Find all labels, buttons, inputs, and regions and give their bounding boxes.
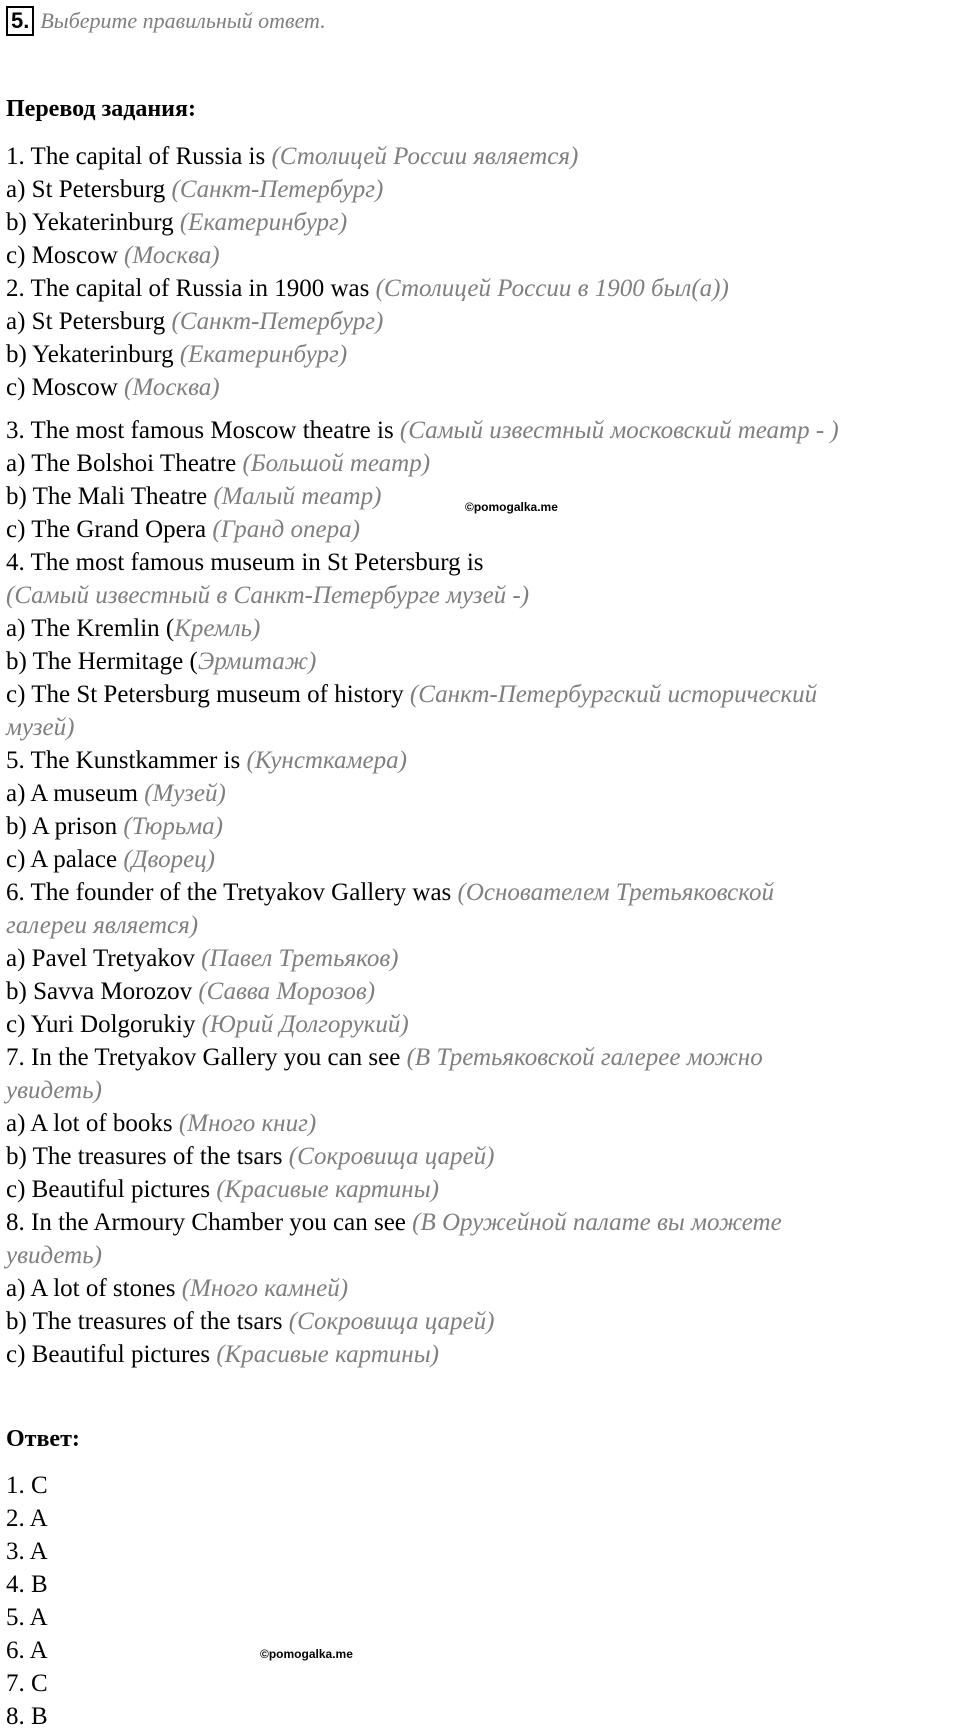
russian-translation: увидеть)	[6, 1242, 102, 1269]
english-text: a) The Kremlin (	[6, 615, 175, 642]
translation-line	[6, 1173, 956, 1206]
russian-translation: музей)	[6, 714, 75, 741]
answer-heading: Ответ:	[6, 1426, 80, 1452]
translation-line	[6, 1107, 956, 1140]
english-text: b) Yekaterinburg	[6, 209, 180, 236]
translation-line	[6, 810, 956, 843]
translation-line	[6, 1008, 956, 1041]
russian-translation: (В Оружейной палате вы можете	[412, 1209, 782, 1236]
russian-translation: (Екатеринбург)	[179, 209, 348, 236]
russian-translation: (Малый театр)	[213, 483, 382, 510]
translation-line	[6, 711, 956, 744]
translation-line	[6, 546, 956, 579]
answer-item: 6. A	[6, 1637, 48, 1664]
russian-translation: галереи является)	[6, 912, 199, 939]
translation-list	[6, 140, 956, 1371]
english-text: b) The Mali Theatre	[6, 483, 214, 510]
translation-line	[6, 876, 956, 909]
english-text: a) St Petersburg	[6, 308, 172, 335]
russian-translation: (Сокровища царей)	[288, 1143, 495, 1170]
russian-translation: (Большой театр)	[242, 450, 431, 477]
translation-line	[6, 1305, 956, 1338]
russian-translation: (Красивые картины)	[216, 1176, 439, 1203]
english-text: b) Yekaterinburg	[6, 341, 180, 368]
translation-line	[6, 612, 956, 645]
english-text: a) A lot of books	[6, 1110, 179, 1137]
watermark: ©pomogalka.me	[260, 1647, 353, 1661]
translation-line	[6, 744, 956, 777]
english-text: c) Moscow	[6, 242, 125, 269]
translation-line	[6, 206, 956, 239]
translation-line	[6, 371, 956, 404]
english-text: 6. The founder of the Tretyakov Gallery was	[6, 879, 458, 906]
russian-translation: (Санкт-Петербургский исторический	[409, 681, 818, 708]
russian-translation: Кремль)	[174, 615, 261, 642]
russian-translation: (Тюрьма)	[123, 813, 223, 840]
translation-line	[6, 1338, 956, 1371]
translation-line	[6, 140, 956, 173]
russian-translation: (Самый известный московский театр - )	[399, 417, 839, 444]
russian-translation: (Юрий Долгорукий)	[201, 1011, 409, 1038]
translation-line	[6, 338, 956, 371]
english-text: 5. The Kunstkammer is	[6, 747, 247, 774]
english-text: a) The Bolshoi Theatre	[6, 450, 243, 477]
russian-translation: (Санкт-Петербург)	[171, 176, 384, 203]
watermark: ©pomogalka.me	[465, 500, 558, 514]
translation-line	[6, 909, 956, 942]
russian-translation: (Савва Морозов)	[198, 978, 376, 1005]
translation-line	[6, 1272, 956, 1305]
translation-line	[6, 239, 956, 272]
english-text: b) The Hermitage (	[6, 648, 198, 675]
russian-translation: (Много камней)	[181, 1275, 349, 1302]
russian-translation: (Музей)	[144, 780, 226, 807]
answer-item: 8. B	[6, 1703, 48, 1730]
answer-item: 1. C	[6, 1472, 48, 1499]
english-text: 1. The capital of Russia is	[6, 143, 272, 170]
translation-line	[6, 1239, 956, 1272]
english-text: 2. The capital of Russia in 1900 was	[6, 275, 376, 302]
answer-item: 4. B	[6, 1571, 48, 1598]
translation-line	[6, 843, 956, 876]
russian-translation: (Москва)	[124, 374, 220, 401]
english-text: 7. In the Tretyakov Gallery you can see	[6, 1044, 407, 1071]
russian-translation: (Столицей России в 1900 был(а))	[375, 275, 729, 302]
translation-line	[6, 579, 956, 612]
translation-line	[6, 678, 956, 711]
translation-line	[6, 1041, 956, 1074]
russian-translation: (Основателем Третьяковской	[457, 879, 775, 906]
english-text: a) St Petersburg	[6, 176, 172, 203]
english-text: 4. The most famous museum in St Petersburg is	[6, 549, 484, 576]
russian-translation: увидеть)	[6, 1077, 102, 1104]
russian-translation: (Санкт-Петербург)	[171, 308, 384, 335]
translation-line	[6, 305, 956, 338]
english-text: b) A prison	[6, 813, 124, 840]
translation-line	[6, 173, 956, 206]
english-text: c) Yuri Dolgorukiy	[6, 1011, 202, 1038]
answer-item: 3. A	[6, 1538, 48, 1565]
russian-translation: Эрмитаж)	[197, 648, 317, 675]
translation-line	[6, 1206, 956, 1239]
english-text: b) The treasures of the tsars	[6, 1143, 289, 1170]
english-text: a) Pavel Tretyakov	[6, 945, 202, 972]
translation-line	[6, 1140, 956, 1173]
english-text: c) A palace	[6, 846, 124, 873]
translation-line	[6, 1074, 956, 1107]
task-header	[6, 6, 326, 36]
english-text: a) A museum	[6, 780, 145, 807]
russian-translation: (Столицей России является)	[271, 143, 579, 170]
task-instruction: Выберите правильный ответ.	[40, 8, 326, 33]
task-number: 5.	[6, 6, 34, 36]
russian-translation: (Красивые картины)	[216, 1341, 439, 1368]
translation-heading: Перевод задания:	[6, 96, 196, 122]
english-text: 3. The most famous Moscow theatre is	[6, 417, 400, 444]
answer-item: 7. C	[6, 1670, 48, 1697]
russian-translation: (Дворец)	[123, 846, 215, 873]
russian-translation: (Много книг)	[178, 1110, 317, 1137]
russian-translation: (Кунсткамера)	[246, 747, 407, 774]
english-text: 8. In the Armoury Chamber you can see	[6, 1209, 413, 1236]
english-text: c) Beautiful pictures	[6, 1176, 217, 1203]
english-text: c) Beautiful pictures	[6, 1341, 217, 1368]
russian-translation: (Екатеринбург)	[179, 341, 348, 368]
translation-line	[6, 447, 956, 480]
translation-line	[6, 414, 956, 447]
english-text: c) The St Petersburg museum of history	[6, 681, 410, 708]
english-text: b) The treasures of the tsars	[6, 1308, 289, 1335]
russian-translation: (Павел Третьяков)	[201, 945, 399, 972]
russian-translation: (Гранд опера)	[212, 516, 360, 543]
russian-translation: (Самый известный в Санкт-Петербурге музей -)	[6, 582, 530, 609]
russian-translation: (Москва)	[124, 242, 220, 269]
translation-line	[6, 777, 956, 810]
answer-list	[6, 1469, 48, 1733]
english-text: a) A lot of stones	[6, 1275, 182, 1302]
translation-line	[6, 645, 956, 678]
english-text: c) The Grand Opera	[6, 516, 213, 543]
answer-item: 5. A	[6, 1604, 48, 1631]
translation-line	[6, 975, 956, 1008]
english-text: b) Savva Morozov	[6, 978, 199, 1005]
translation-line	[6, 942, 956, 975]
translation-line	[6, 513, 956, 546]
english-text: c) Moscow	[6, 374, 125, 401]
answer-item: 2. A	[6, 1505, 48, 1532]
translation-line	[6, 272, 956, 305]
russian-translation: (Сокровища царей)	[288, 1308, 495, 1335]
russian-translation: (В Третьяковской галерее можно	[406, 1044, 763, 1071]
